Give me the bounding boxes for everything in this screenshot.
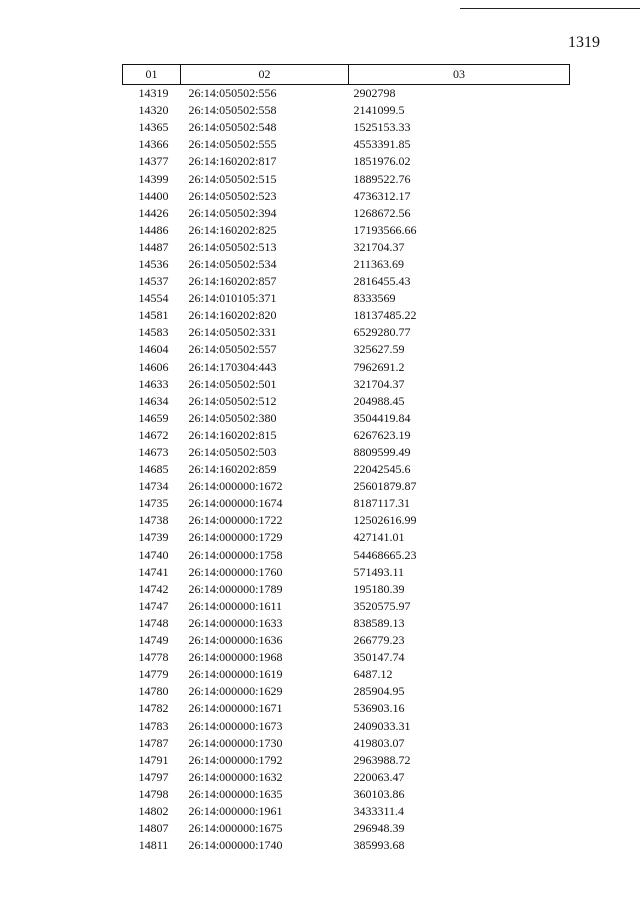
cell-cadastral-number: 26:14:010105:371 [188,291,277,306]
cell-id: 14426 [138,205,169,220]
cell-id: 14748 [138,615,169,630]
cell-cadastral-number: 26:14:050502:513 [188,239,277,254]
cell-value: 321704.37 [353,239,405,254]
cell-value: 12502616.99 [353,513,417,528]
cell-id: 14487 [138,239,169,254]
cell-id: 14319 [138,86,169,101]
cell-cadastral-number: 26:14:050502:558 [188,103,277,118]
cell-id: 14747 [138,598,169,613]
cell-cadastral-number: 26:14:160202:817 [188,154,277,169]
cell-cadastral-number: 26:14:050502:394 [188,205,277,220]
cell-cadastral-number: 26:14:000000:1619 [188,667,283,682]
cell-value: 419803.07 [353,735,405,750]
cell-cadastral-number: 26:14:160202:825 [188,222,277,237]
cell-cadastral-number: 26:14:000000:1961 [188,803,283,818]
table-row [123,222,570,239]
cell-value: 2902798 [353,86,396,101]
page-number: 1319 [568,34,600,51]
table-row [123,444,570,461]
table-row [123,666,570,683]
table-row [123,786,570,803]
cell-value: 204988.45 [353,393,405,408]
cell-id: 14787 [138,735,169,750]
table-row [123,478,570,495]
cell-cadastral-number: 26:14:050502:515 [188,171,277,186]
cell-cadastral-number: 26:14:160202:857 [188,274,277,289]
cell-id: 14673 [138,445,169,460]
table-row [123,256,570,273]
cell-cadastral-number: 26:14:050502:512 [188,393,277,408]
cell-value: 285904.95 [353,684,405,699]
cell-id: 14604 [138,342,169,357]
cell-id: 14536 [138,256,169,271]
cell-cadastral-number: 26:14:000000:1675 [188,821,283,836]
cell-cadastral-number: 26:14:170304:443 [188,359,277,374]
cell-id: 14738 [138,513,169,528]
cell-value: 6529280.77 [353,325,411,340]
column-header-03: 03 [349,65,570,85]
cell-id: 14320 [138,103,169,118]
table-row [123,359,570,376]
cell-value: 3520575.97 [353,598,411,613]
cell-value: 6487.12 [353,667,393,682]
cell-value: 195180.39 [353,581,405,596]
cell-id: 14742 [138,581,169,596]
table-row [123,564,570,581]
cell-cadastral-number: 26:14:000000:1758 [188,547,283,562]
cell-value: 220063.47 [353,769,405,784]
cell-id: 14741 [138,564,169,579]
cell-cadastral-number: 26:14:000000:1730 [188,735,283,750]
table-body [123,85,570,855]
cell-value: 321704.37 [353,376,405,391]
cell-id: 14811 [138,838,169,853]
cell-id: 14740 [138,547,169,562]
cell-cadastral-number: 26:14:050502:557 [188,342,277,357]
cell-value: 8809599.49 [353,445,411,460]
table-row [123,649,570,666]
table-row [123,239,570,256]
cell-value: 7962691.2 [353,359,405,374]
cell-id: 14782 [138,701,169,716]
cell-value: 3504419.84 [353,410,411,425]
cell-value: 536903.16 [353,701,405,716]
cell-cadastral-number: 26:14:000000:1729 [188,530,283,545]
cell-cadastral-number: 26:14:050502:534 [188,256,277,271]
table-row [123,581,570,598]
cell-id: 14537 [138,274,169,289]
table-row [123,632,570,649]
table-row [123,119,570,136]
table-row [123,307,570,324]
cell-id: 14735 [138,496,169,511]
cell-value: 571493.11 [353,564,405,579]
cell-value: 350147.74 [353,650,405,665]
cell-cadastral-number: 26:14:050502:523 [188,188,277,203]
cell-id: 14634 [138,393,169,408]
column-header-02: 02 [181,65,349,85]
cell-value: 6267623.19 [353,427,411,442]
cell-id: 14780 [138,684,169,699]
cell-value: 296948.39 [353,821,405,836]
table-row [123,615,570,632]
cell-id: 14583 [138,325,169,340]
table-row [123,717,570,734]
table-row [123,700,570,717]
cell-value: 2816455.43 [353,274,411,289]
cell-value: 266779.23 [353,633,405,648]
table-row [123,153,570,170]
cell-id: 14685 [138,462,169,477]
cell-cadastral-number: 26:14:000000:1789 [188,581,283,596]
cell-cadastral-number: 26:14:000000:1635 [188,786,283,801]
cell-cadastral-number: 26:14:050502:555 [188,137,277,152]
table-row [123,683,570,700]
cell-id: 14400 [138,188,169,203]
cell-id: 14739 [138,530,169,545]
cell-cadastral-number: 26:14:050502:331 [188,325,277,340]
cell-cadastral-number: 26:14:000000:1611 [188,598,283,613]
table-row [123,837,570,854]
table-row [123,341,570,358]
cell-cadastral-number: 26:14:000000:1629 [188,684,283,699]
table-row [123,820,570,837]
table-row [123,512,570,529]
cell-cadastral-number: 26:14:000000:1968 [188,650,283,665]
cell-id: 14581 [138,308,169,323]
cell-value: 54468665.23 [353,547,417,562]
table-row [123,410,570,427]
table-row [123,393,570,410]
cell-id: 14783 [138,718,169,733]
table-row [123,102,570,119]
table-row [123,598,570,615]
cell-value: 3433311.4 [353,803,405,818]
cell-cadastral-number: 26:14:000000:1636 [188,633,283,648]
cell-id: 14659 [138,410,169,425]
cell-value: 1525153.33 [353,120,411,135]
cell-value: 1268672.56 [353,205,411,220]
cell-cadastral-number: 26:14:000000:1792 [188,752,283,767]
cell-id: 14377 [138,154,169,169]
cell-cadastral-number: 26:14:050502:556 [188,86,277,101]
cell-id: 14749 [138,633,169,648]
table-row [123,273,570,290]
table-row [123,85,570,103]
cell-value: 4736312.17 [353,188,411,203]
cell-value: 211363.69 [353,256,405,271]
cell-value: 4553391.85 [353,137,411,152]
cell-value: 22042545.6 [353,462,411,477]
cell-cadastral-number: 26:14:160202:815 [188,427,277,442]
cell-value: 17193566.66 [353,222,417,237]
cell-id: 14791 [138,752,169,767]
data-table [122,64,570,854]
cell-cadastral-number: 26:14:000000:1722 [188,513,283,528]
cell-id: 14633 [138,376,169,391]
table-header-row [123,65,570,85]
cell-id: 14554 [138,291,169,306]
cell-value: 838589.13 [353,615,405,630]
cell-cadastral-number: 26:14:000000:1674 [188,496,283,511]
table-row [123,205,570,222]
cell-value: 8187117.31 [353,496,411,511]
table-row [123,529,570,546]
cell-id: 14399 [138,171,169,186]
cell-id: 14779 [138,667,169,682]
table-row [123,427,570,444]
cell-value: 1851976.02 [353,154,411,169]
cell-cadastral-number: 26:14:000000:1760 [188,564,283,579]
cell-id: 14797 [138,769,169,784]
table-row [123,495,570,512]
cell-value: 18137485.22 [353,308,417,323]
cell-cadastral-number: 26:14:160202:859 [188,462,277,477]
cell-cadastral-number: 26:14:160202:820 [188,308,277,323]
cell-value: 427141.01 [353,530,405,545]
table-row [123,290,570,307]
cell-cadastral-number: 26:14:000000:1633 [188,615,283,630]
cell-value: 385993.68 [353,838,405,853]
cell-cadastral-number: 26:14:050502:501 [188,376,277,391]
cell-cadastral-number: 26:14:000000:1671 [188,701,283,716]
cell-value: 2409033.31 [353,718,411,733]
cell-cadastral-number: 26:14:000000:1740 [188,838,283,853]
cell-id: 14672 [138,427,169,442]
cell-id: 14802 [138,803,169,818]
table-row [123,752,570,769]
cell-value: 8333569 [353,291,396,306]
cell-cadastral-number: 26:14:050502:548 [188,120,277,135]
cell-value: 2141099.5 [353,103,405,118]
table-row [123,324,570,341]
cell-value: 1889522.76 [353,171,411,186]
table-row [123,136,570,153]
column-header-01: 01 [123,65,181,85]
table-row [123,547,570,564]
table-row [123,461,570,478]
table-row [123,803,570,820]
cell-cadastral-number: 26:14:000000:1632 [188,769,283,784]
cell-id: 14365 [138,120,169,135]
cell-id: 14366 [138,137,169,152]
cell-cadastral-number: 26:14:050502:380 [188,410,277,425]
table-row [123,769,570,786]
cell-id: 14778 [138,650,169,665]
cell-cadastral-number: 26:14:000000:1672 [188,479,283,494]
table-row [123,188,570,205]
cell-id: 14807 [138,821,169,836]
table-row [123,735,570,752]
top-rule [460,8,640,9]
cell-cadastral-number: 26:14:000000:1673 [188,718,283,733]
cell-id: 14734 [138,479,169,494]
table-row [123,170,570,187]
cell-id: 14606 [138,359,169,374]
cell-cadastral-number: 26:14:050502:503 [188,445,277,460]
cell-value: 2963988.72 [353,752,411,767]
cell-value: 25601879.87 [353,479,417,494]
cell-value: 360103.86 [353,786,405,801]
table-row [123,376,570,393]
cell-id: 14798 [138,786,169,801]
cell-id: 14486 [138,222,169,237]
cell-value: 325627.59 [353,342,405,357]
